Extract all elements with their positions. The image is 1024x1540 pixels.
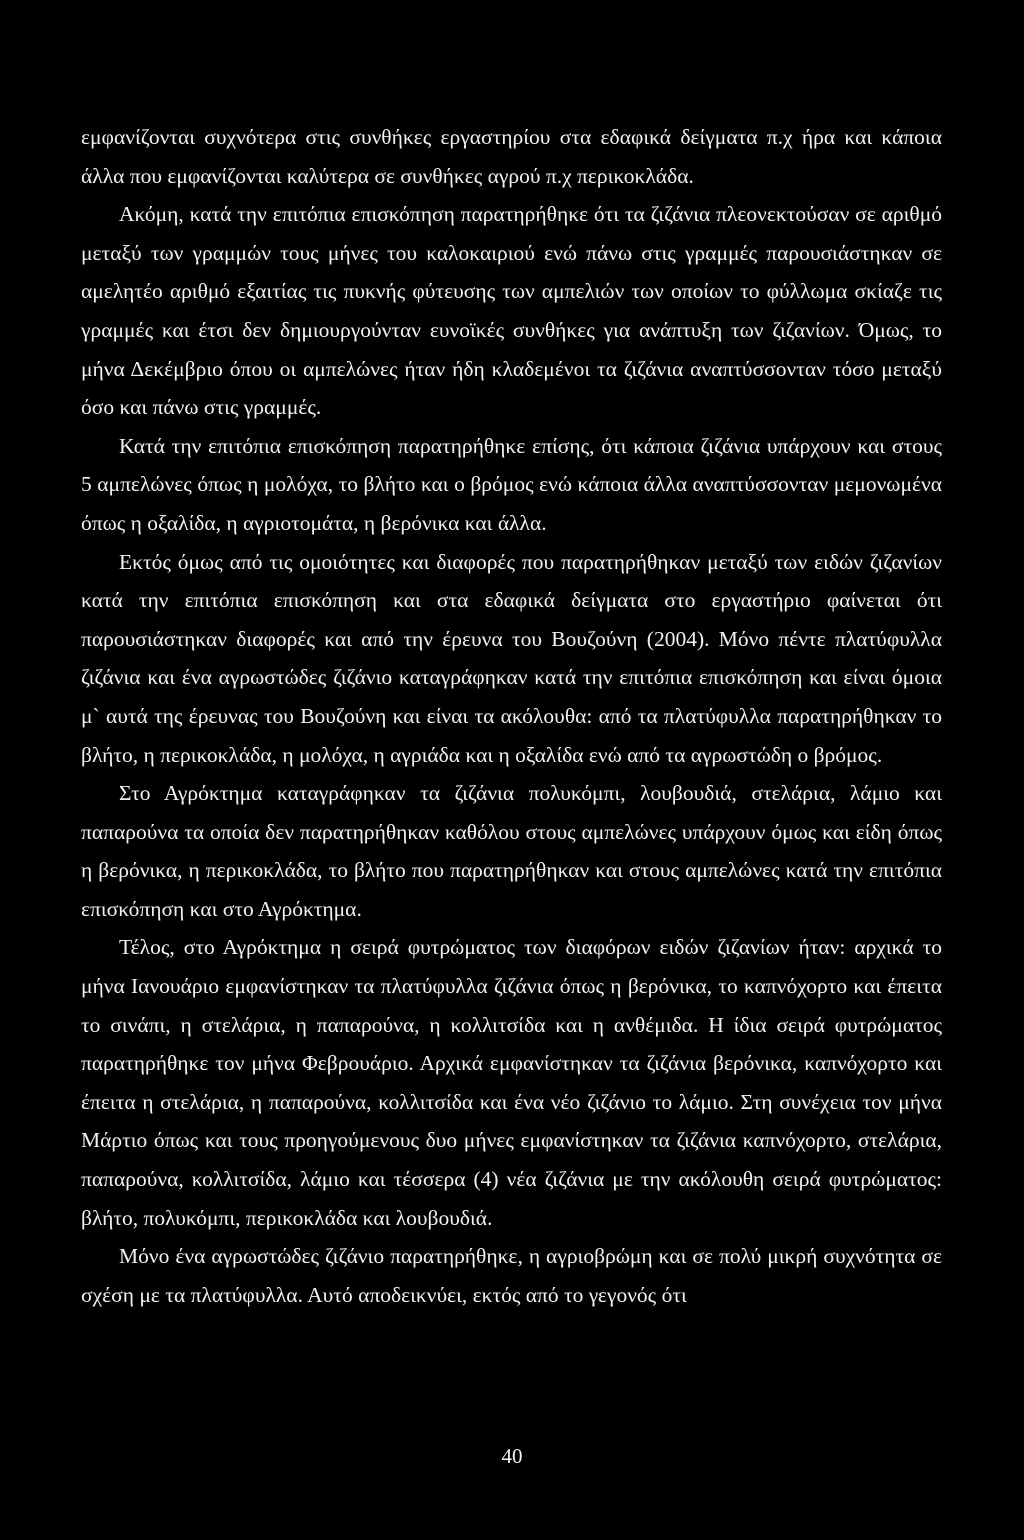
- paragraph-emergence-order: Τέλος, στο Αγρόκτημα η σειρά φυτρώματος των διαφόρων ειδών ζιζανίων ήταν: αρχικά το μήνα Ιανουάριο εμφανίστηκαν τα πλατύφυλλα ζιζάνια όπως η βερόνικα, το καπνόχορτο και έπειτα το σινάπι, η στελάρια, η παπαρούνα, η κολλιτσίδα και η ανθέμιδα. Η ίδια σειρά φυτρώματος παρατηρήθηκε τον μήνα Φεβρουάριο. Αρχικά εμφανίστηκαν τα ζιζάνια βερόνικα, καπνόχορτο και έπειτα η στελάρια, η παπαρούνα, κολλιτσίδα και ένα νέο ζιζάνιο το λάμιο. Στη συνέχεια τον μήνα Μάρτιο όπως και τους προηγούμενους δυο μήνες εμφανίστηκαν τα ζιζάνια καπνόχορτο, στελάρια, παπαρούνα, κολλιτσίδα, λάμιο και τέσσερα (4) νέα ζιζάνια με την ακόλουθη σειρά φυτρώματος: βλήτο, πολυκόμπι, περικοκλάδα και λουβουδιά.: [81, 935, 942, 1230]
- document-body: [81, 118, 942, 1314]
- paragraph-continuation: εμφανίζονται συχνότερα στις συνθήκες εργαστηρίου στα εδαφικά δείγματα π.χ ήρα και κάποια άλλα που εμφανίζονται καλύτερα σε συνθήκες αγρού π.χ περικοκλάδα.: [81, 125, 942, 188]
- paragraph-grass-weed: Μόνο ένα αγρωστώδες ζιζάνιο παρατηρήθηκε, η αγριοβρώμη και σε πολύ μικρή συχνότητα σε σχέση με τα πλατύφυλλα. Αυτό αποδεικνύει, εκτός από το γεγονός ότι: [81, 1244, 942, 1307]
- paragraph-comparison: Εκτός όμως από τις ομοιότητες και διαφορές που παρατηρήθηκαν μεταξύ των ειδών ζιζανίων κατά την επιτόπια επισκόπηση και στα εδαφικά δείγματα στο εργαστήριο φαίνεται ότι παρουσιάστηκαν διαφορές και από την έρευνα του Βουζούνη (2004). Μόνο πέντε πλατύφυλλα ζιζάνια και ένα αγρωστώδες ζιζάνιο καταγράφηκαν κατά την επιτόπια επισκόπηση και είναι όμοια μ` αυτά της έρευνας του Βουζούνη και είναι τα ακόλουθα: από τα πλατύφυλλα παρατηρήθηκαν το βλήτο, η περικοκλάδα, η μολόχα, η αγριάδα και η οξαλίδα ενώ από τα αγρωστώδη ο βρόμος.: [81, 549, 942, 767]
- paragraph-common-weeds: Κατά την επιτόπια επισκόπηση παρατηρήθηκε επίσης, ότι κάποια ζιζάνια υπάρχουν και στους 5 αμπελώνες όπως η μολόχα, το βλήτο και ο βρόμος ενώ κάποια άλλα αναπτύσσονταν μεμονωμένα όπως η οξαλίδα, η αγριοτομάτα, η βερόνικα και άλλα.: [81, 433, 942, 535]
- paragraph-row-observation: Ακόμη, κατά την επιτόπια επισκόπηση παρατηρήθηκε ότι τα ζιζάνια πλεονεκτούσαν σε αριθμό μεταξύ των γραμμών τους μήνες του καλοκαιριού ενώ πάνω στις γραμμές παρουσιάστηκαν σε αμελητέο αριθμό εξαιτίας τις πυκνής φύτευσης των αμπελιών των οποίων το φύλλωμα σκίαζε τις γραμμές και έτσι δεν δημιουργούνταν ευνοϊκές συνθήκες για ανάπτυξη των ζιζανίων. Όμως, το μήνα Δεκέμβριο όπου οι αμπελώνες ήταν ήδη κλαδεμένοι τα ζιζάνια αναπτύσσονταν τόσο μεταξύ όσο και πάνω στις γραμμές.: [81, 202, 942, 420]
- page-number: 40: [501, 1444, 523, 1468]
- paragraph-farm-weeds: Στο Αγρόκτημα καταγράφηκαν τα ζιζάνια πολυκόμπι, λουβουδιά, στελάρια, λάμιο και παπαρούνα τα οποία δεν παρατηρήθηκαν καθόλου στους αμπελώνες υπάρχουν όμως και είδη όπως η βερόνικα, η περικοκλάδα, το βλήτο που παρατηρήθηκαν και στους αμπελώνες κατά την επιτόπια επισκόπηση και στο Αγρόκτημα.: [81, 781, 942, 921]
